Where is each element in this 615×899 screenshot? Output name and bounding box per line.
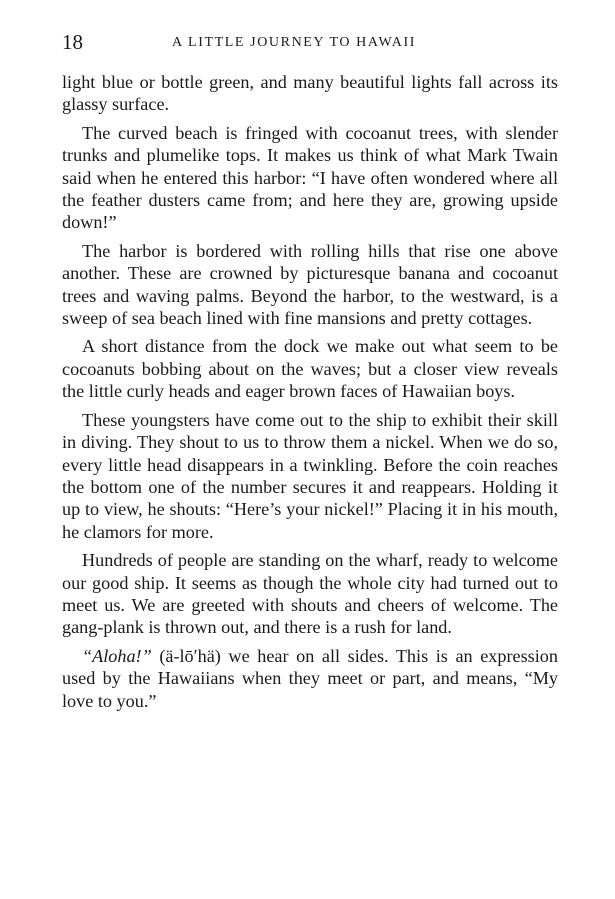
aloha-word: “Aloha!” [82, 645, 152, 666]
paragraph-4: A short distance from the dock we make out what seem to be cocoanuts bobbing about on the waves; but a closer view reveals the little curly heads and eager brown faces of Hawaiian boys. [62, 336, 558, 402]
paragraph-3: The harbor is bordered with rolling hills that rise one above another. These are crowned by picturesque banana and cocoanut trees and waving palms. Beyond the harbor, to the westward, is a sweep of sea beach lined with fine mansions and pretty cottages. [62, 240, 558, 329]
body-text [62, 71, 558, 718]
page-number: 18 [62, 30, 83, 54]
running-title: A LITTLE JOURNEY TO HAWAII [172, 35, 416, 50]
paragraph-2: The curved beach is fringed with cocoanut trees, with slender trunks and plumelike tops. It makes us think of what Mark Twain said when he entered this harbor: “I have often wondered where all the feather dusters came from; and here they are, growing upside down!” [62, 122, 558, 233]
paragraph-6: Hundreds of people are standing on the wharf, ready to welcome our good ship. It seems as though the whole city had turned out to meet us. We are greeted with shouts and cheers of welcome. The gang-plank is thrown out, and there is a rush for land. [62, 550, 558, 638]
paragraph-5: These youngsters have come out to the ship to exhibit their skill in diving. They shout to us to throw them a nickel. When we do so, every little head disappears in a twinkling. Before the coin reaches the bottom one of the number secures it and reappears. Holding it up to view, he shouts: “Here’s your nickel!” Placing it in his mouth, he clamors for more. [62, 409, 558, 542]
aloha-explanation: (ä-lō′hä) we hear on all sides. This is an expression used by the Hawaiians when they meet or part, and means, “My love to you.” [62, 645, 558, 711]
page-header [62, 30, 562, 58]
paragraph-1: light blue or bottle green, and many beautiful lights fall across its glassy surface. [62, 72, 558, 115]
paragraph-7 [62, 645, 558, 712]
